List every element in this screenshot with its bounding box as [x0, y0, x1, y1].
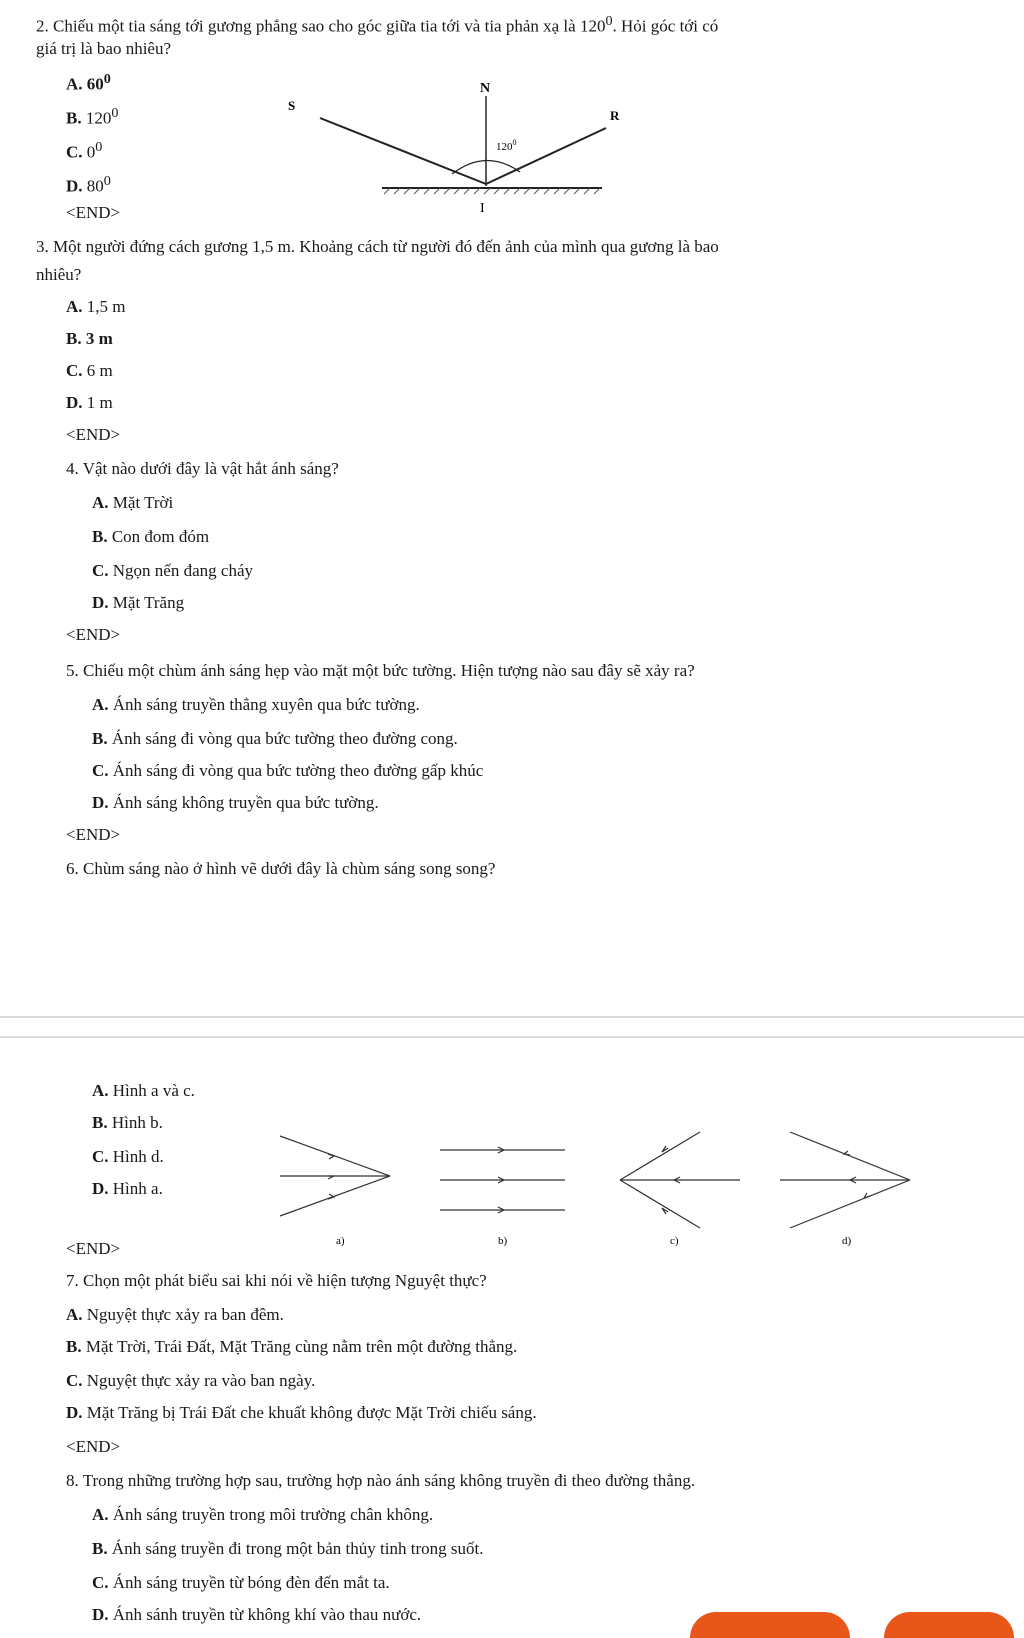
- q5-end-marker: <END>: [66, 825, 121, 844]
- question-3-line-2: nhiêu?: [36, 265, 82, 284]
- q4-end-marker: <END>: [66, 625, 121, 644]
- reflection-diagram: [280, 78, 620, 218]
- question-2-line-1: 2. Chiếu một tia sáng tới gương phẳng sao cho góc giữa tia tới và tia phản xạ là $120^0$. Hỏi góc tới có: [36, 13, 719, 36]
- question-8: 8. Trong những trường hợp sau, trường hợp nào ánh sáng không truyền đi theo đường thẳng.: [66, 1471, 696, 1490]
- figure-label-c: c): [670, 1235, 679, 1247]
- figure-a-converging: [280, 1136, 390, 1216]
- label-angle: $120^0$: [496, 138, 517, 153]
- q4-option-a: A. Mặt Trời: [92, 493, 174, 512]
- q4-option-b: B. Con đom đóm: [92, 527, 210, 546]
- q3-option-a: A. 1,5 m: [66, 297, 126, 316]
- q5-option-c: C. Ánh sáng đi vòng qua bức tường theo đường gấp khúc: [92, 761, 484, 780]
- q8-option-a: A. Ánh sáng truyền trong môi trường chân không.: [92, 1505, 434, 1524]
- orange-shape-left: [690, 1612, 850, 1638]
- q2-option-d: D. $80^0$: [66, 173, 111, 196]
- q3-option-b: B. 3 m: [66, 329, 113, 348]
- label-i: I: [480, 201, 485, 216]
- q5-option-d: D. Ánh sáng không truyền qua bức tường.: [92, 793, 379, 812]
- q4-option-c: C. Ngọn nến đang cháy: [92, 561, 253, 580]
- q5-option-a: A. Ánh sáng truyền thẳng xuyên qua bức tường.: [92, 695, 420, 714]
- q2-option-c: C. $0^0$: [66, 139, 103, 162]
- degree-sup: 0: [605, 13, 613, 29]
- question-6: 6. Chùm sáng nào ở hình vẽ dưới đây là chùm sáng song song?: [66, 859, 496, 878]
- q2-option-b: B. $120^0$: [66, 105, 119, 128]
- q7-option-a: A. Nguyệt thực xảy ra ban đêm.: [66, 1305, 284, 1324]
- q5-option-b: B. Ánh sáng đi vòng qua bức tường theo đường cong.: [92, 729, 458, 748]
- page-break-top: [0, 1016, 1024, 1018]
- q3-end-marker: <END>: [66, 425, 121, 444]
- figure-label-b: b): [498, 1235, 508, 1247]
- q8-option-d: D. Ánh sánh truyền từ không khí vào thau nước.: [92, 1605, 422, 1624]
- q2-end-marker: <END>: [66, 203, 121, 222]
- label-r: R: [610, 108, 620, 123]
- question-7: 7. Chọn một phát biểu sai khi nói về hiện tượng Nguyệt thực?: [66, 1271, 487, 1290]
- q6-option-a: A. Hình a và c.: [92, 1081, 195, 1100]
- page-break-bottom: [0, 1036, 1024, 1038]
- q6-option-d: D. Hình a.: [92, 1179, 163, 1198]
- figure-d-converging-left: [780, 1132, 910, 1228]
- q3-option-d: D. 1 m: [66, 393, 113, 412]
- q7-end-marker: <END>: [66, 1437, 121, 1456]
- q3-option-c: C. 6 m: [66, 361, 113, 380]
- q7-option-c: C. Nguyệt thực xảy ra vào ban ngày.: [66, 1371, 316, 1390]
- figure-c-diverging: [620, 1132, 740, 1228]
- label-s: S: [288, 98, 296, 113]
- light-beams-figure: [270, 1120, 920, 1250]
- figure-label-d: d): [842, 1235, 852, 1247]
- reflected-ray: [486, 128, 606, 184]
- q6-option-c: C. Hình d.: [92, 1147, 164, 1166]
- question-5: 5. Chiếu một chùm ánh sáng hẹp vào mặt một bức tường. Hiện tượng nào sau đây sẽ xảy ra?: [66, 661, 695, 680]
- question-2-line-2: giá trị là bao nhiêu?: [36, 39, 172, 58]
- label-n: N: [480, 81, 491, 96]
- question-4: 4. Vật nào dưới đây là vật hắt ánh sáng?: [66, 459, 339, 478]
- figure-label-a: a): [336, 1235, 345, 1247]
- q4-option-d: D. Mặt Trăng: [92, 593, 185, 612]
- q8-option-b: B. Ánh sáng truyền đi trong một bản thủy tinh trong suốt.: [92, 1539, 484, 1558]
- orange-shape-right: [884, 1612, 1014, 1638]
- q2-option-a: A. $60^0$: [66, 71, 111, 94]
- question-3-line-1: 3. Một người đứng cách gương 1,5 m. Khoảng cách từ người đó đến ảnh của mình qua gương là bao: [36, 237, 719, 256]
- q6-option-b: B. Hình b.: [92, 1113, 163, 1132]
- q7-option-d: D. Mặt Trăng bị Trái Đất che khuất không được Mặt Trời chiếu sáng.: [66, 1403, 537, 1422]
- incident-ray: [320, 118, 486, 184]
- q7-option-b: B. Mặt Trời, Trái Đất, Mặt Trăng cùng nằm trên một đường thẳng.: [66, 1337, 518, 1356]
- q8-option-c: C. Ánh sáng truyền từ bóng đèn đến mắt ta.: [92, 1573, 390, 1592]
- q6-end-marker: <END>: [66, 1239, 121, 1258]
- figure-b-parallel: [440, 1147, 565, 1213]
